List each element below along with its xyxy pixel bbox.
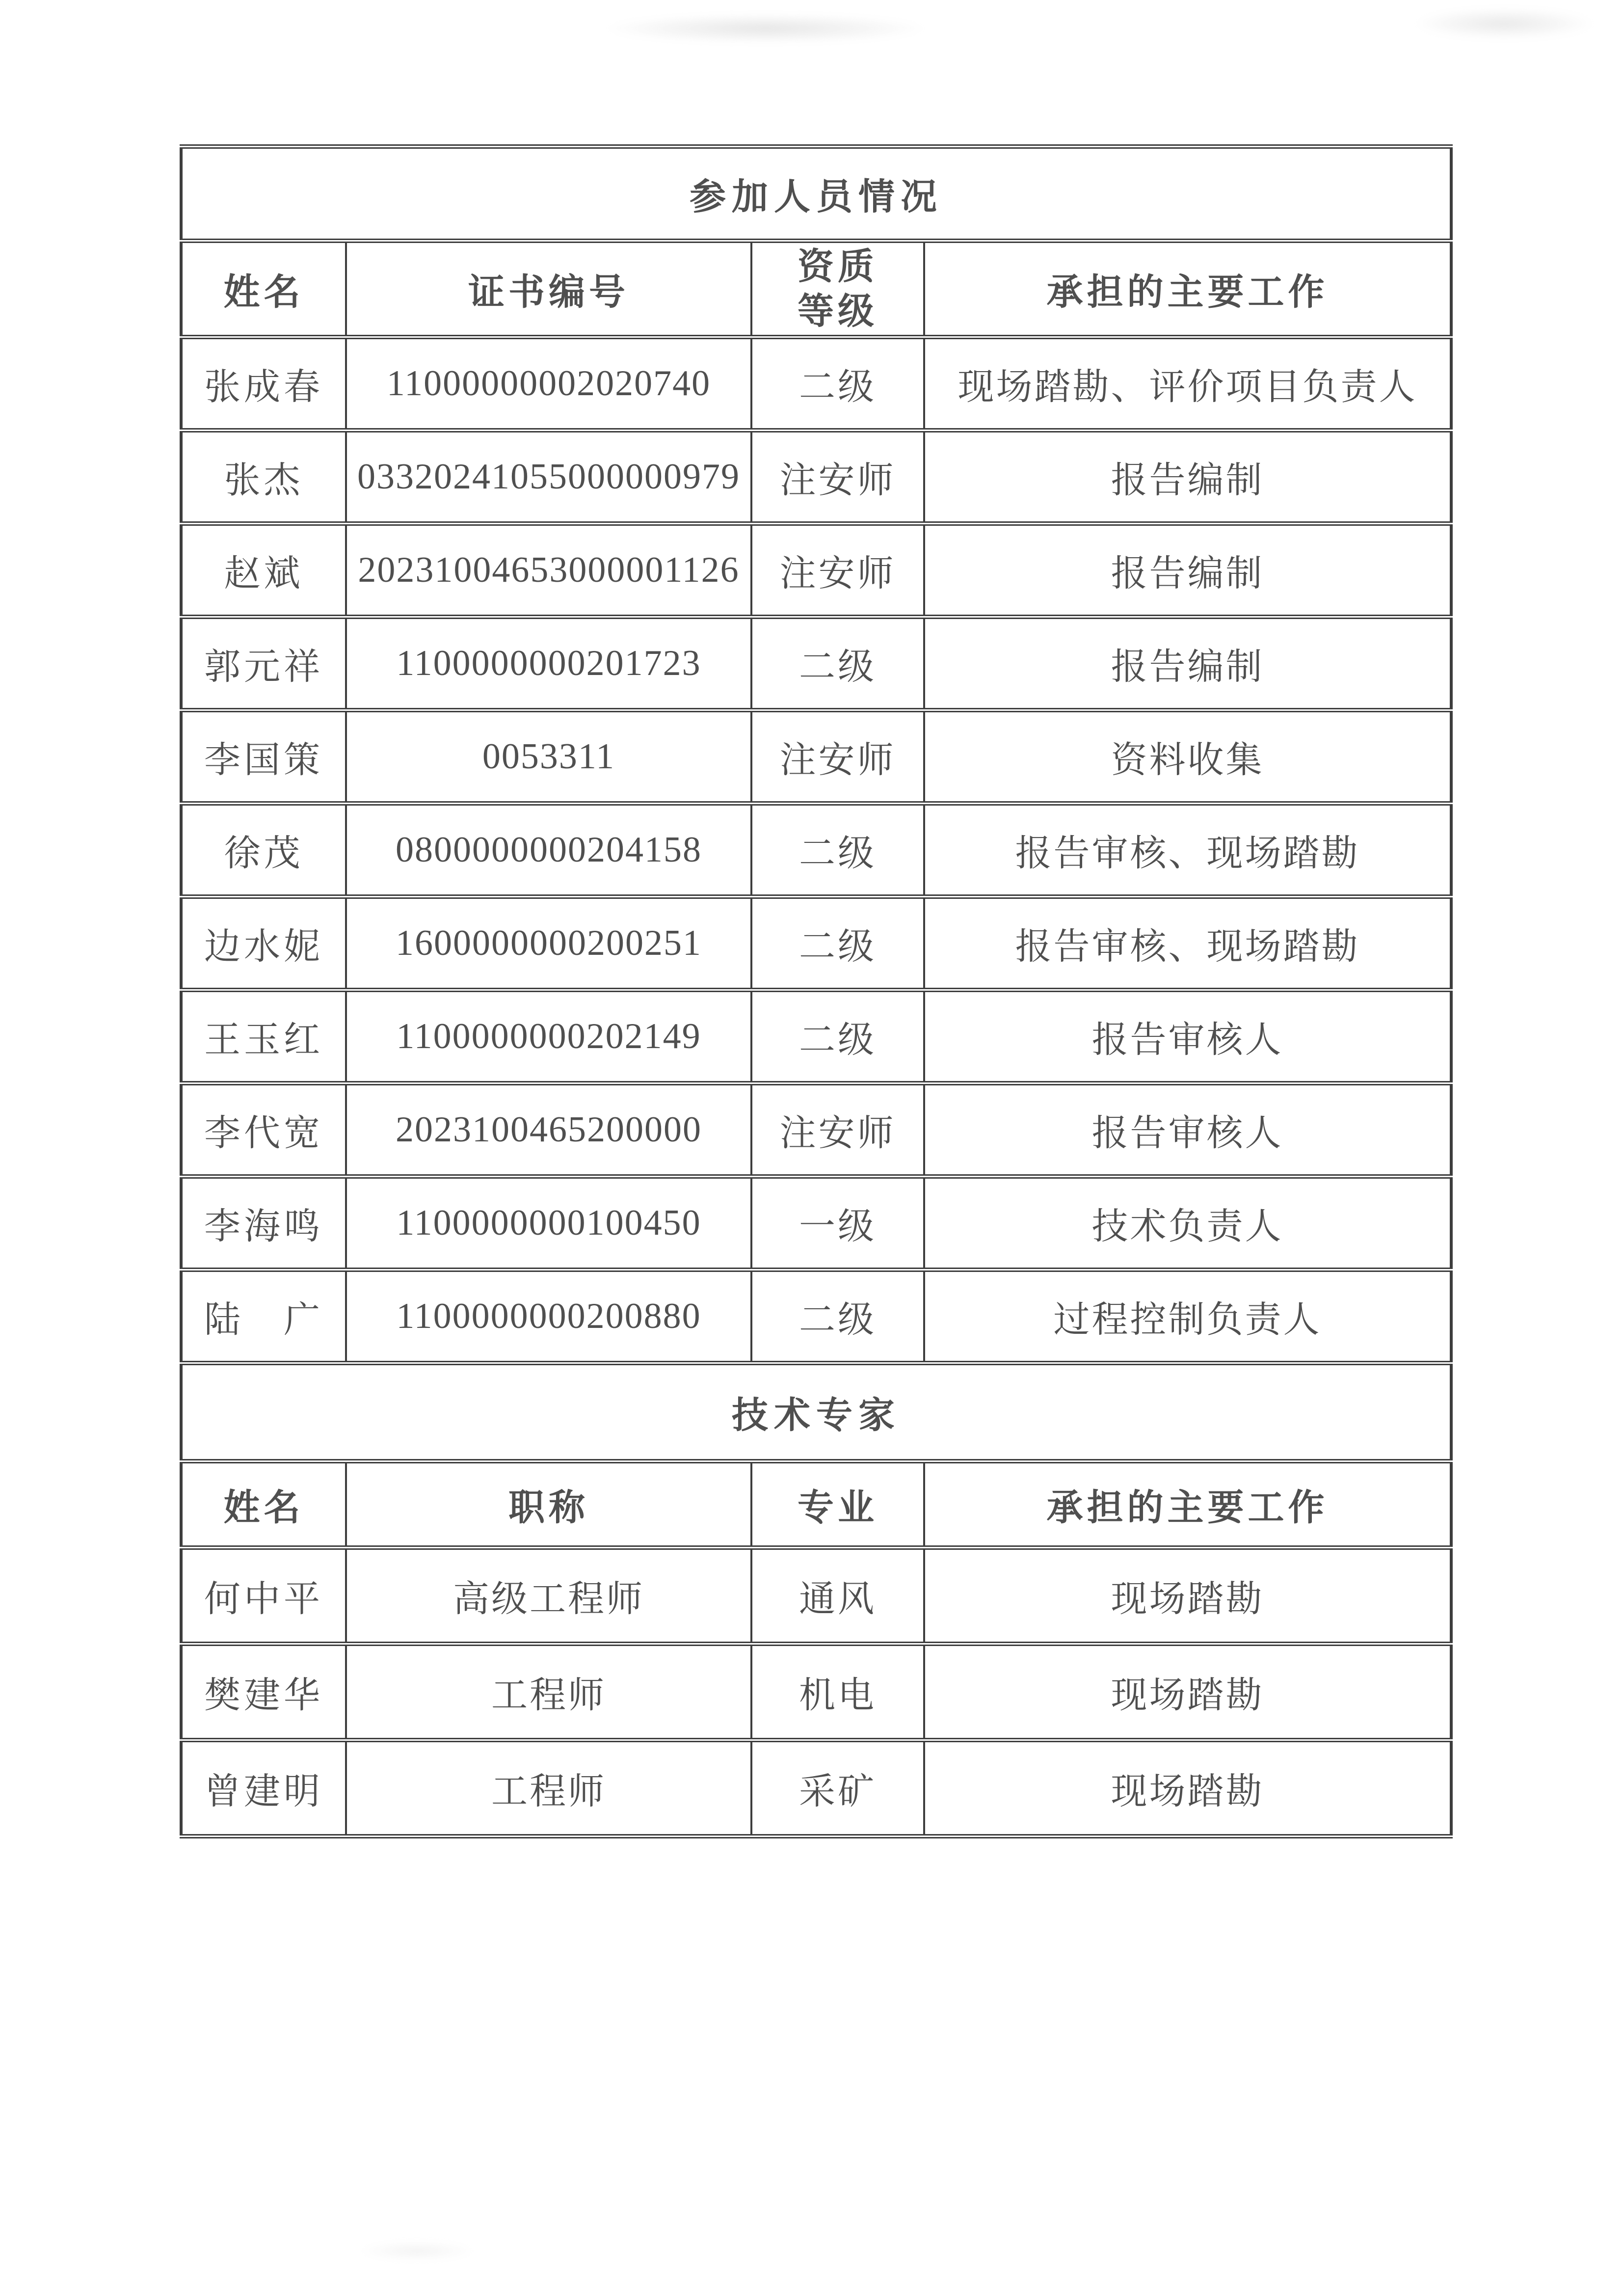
participant-row — [181, 990, 1451, 1083]
participant-name: 李海鸣 — [181, 1177, 346, 1270]
expert-name: 曾建明 — [181, 1740, 346, 1837]
participant-cert: 0053311 — [346, 710, 751, 804]
header-name: 姓名 — [181, 241, 346, 337]
participant-row — [181, 431, 1451, 524]
participant-name: 徐茂 — [181, 804, 346, 897]
expert-major: 机电 — [751, 1644, 924, 1740]
participant-work: 报告编制 — [924, 431, 1451, 524]
expert-work: 现场踏勘 — [924, 1740, 1451, 1837]
participant-cert: 1100000000202149 — [346, 990, 751, 1083]
participant-row — [181, 617, 1451, 710]
participant-cert: 2023100465200000 — [346, 1083, 751, 1177]
header-main-work: 承担的主要工作 — [924, 241, 1451, 337]
expert-major: 通风 — [751, 1548, 924, 1644]
header-qualification-level — [751, 241, 924, 337]
participant-cert: 20231004653000001126 — [346, 524, 751, 617]
participant-row — [181, 804, 1451, 897]
header-cert-number: 证书编号 — [346, 241, 751, 337]
participant-row — [181, 710, 1451, 804]
experts-header-main-work: 承担的主要工作 — [924, 1461, 1451, 1548]
experts-header-name: 姓名 — [181, 1461, 346, 1548]
participant-name: 陆 广 — [181, 1270, 346, 1363]
participant-row — [181, 1270, 1451, 1363]
participant-cert: 0800000000204158 — [346, 804, 751, 897]
expert-work: 现场踏勘 — [924, 1548, 1451, 1644]
participant-level: 二级 — [751, 897, 924, 990]
expert-name: 何中平 — [181, 1548, 346, 1644]
participant-name: 李国策 — [181, 710, 346, 804]
experts-header-row — [181, 1461, 1451, 1548]
participant-level: 注安师 — [751, 524, 924, 617]
participant-name: 张成春 — [181, 337, 346, 431]
participant-level: 二级 — [751, 1270, 924, 1363]
experts-header-major: 专业 — [751, 1461, 924, 1548]
participant-work: 报告审核人 — [924, 990, 1451, 1083]
participant-row — [181, 337, 1451, 431]
participant-cert: 1600000000200251 — [346, 897, 751, 990]
participant-level: 二级 — [751, 337, 924, 431]
scan-artifact — [1389, 4, 1620, 43]
participant-level: 注安师 — [751, 710, 924, 804]
participant-row — [181, 1177, 1451, 1270]
participant-level: 二级 — [751, 617, 924, 710]
participant-cert: 1100000000201723 — [346, 617, 751, 710]
participant-work: 报告审核、现场踏勘 — [924, 804, 1451, 897]
scan-artifact — [550, 9, 982, 48]
experts-header-job-title: 职称 — [346, 1461, 751, 1548]
participant-work: 报告编制 — [924, 524, 1451, 617]
participant-name: 赵斌 — [181, 524, 346, 617]
participant-work: 现场踏勘、评价项目负责人 — [924, 337, 1451, 431]
participant-level: 二级 — [751, 990, 924, 1083]
participant-name: 王玉红 — [181, 990, 346, 1083]
expert-major: 采矿 — [751, 1740, 924, 1837]
participant-level: 注安师 — [751, 1083, 924, 1177]
participant-level: 一级 — [751, 1177, 924, 1270]
participant-work: 过程控制负责人 — [924, 1270, 1451, 1363]
participants-table — [180, 144, 1453, 1838]
participant-work: 报告审核、现场踏勘 — [924, 897, 1451, 990]
expert-row — [181, 1740, 1451, 1837]
participant-row — [181, 1083, 1451, 1177]
participant-row — [181, 897, 1451, 990]
header-qualification-level-line1: 资质 — [798, 246, 878, 287]
participant-work: 报告审核人 — [924, 1083, 1451, 1177]
participant-work: 技术负责人 — [924, 1177, 1451, 1270]
header-qualification-level-line2: 等级 — [798, 290, 878, 331]
participant-name: 郭元祥 — [181, 617, 346, 710]
participant-cert: 1100000000200880 — [346, 1270, 751, 1363]
participant-cert: 1100000000100450 — [346, 1177, 751, 1270]
participants-title: 参加人员情况 — [181, 147, 1451, 241]
participant-level: 二级 — [751, 804, 924, 897]
participants-header-row — [181, 241, 1451, 337]
participant-name: 张杰 — [181, 431, 346, 524]
expert-job-title: 高级工程师 — [346, 1548, 751, 1644]
expert-row — [181, 1548, 1451, 1644]
participant-level: 注安师 — [751, 431, 924, 524]
participant-cert: 11000000002020740 — [346, 337, 751, 431]
expert-job-title: 工程师 — [346, 1740, 751, 1837]
expert-name: 樊建华 — [181, 1644, 346, 1740]
experts-section-row — [181, 1363, 1451, 1461]
participant-cert: 03320241055000000979 — [346, 431, 751, 524]
participant-name: 边水妮 — [181, 897, 346, 990]
scan-artifact — [344, 2239, 491, 2263]
table-title-row — [181, 147, 1451, 241]
participant-work: 报告编制 — [924, 617, 1451, 710]
participant-name: 李代宽 — [181, 1083, 346, 1177]
expert-job-title: 工程师 — [346, 1644, 751, 1740]
expert-row — [181, 1644, 1451, 1740]
participant-row — [181, 524, 1451, 617]
expert-work: 现场踏勘 — [924, 1644, 1451, 1740]
experts-section-title: 技术专家 — [181, 1363, 1451, 1461]
participant-work: 资料收集 — [924, 710, 1451, 804]
